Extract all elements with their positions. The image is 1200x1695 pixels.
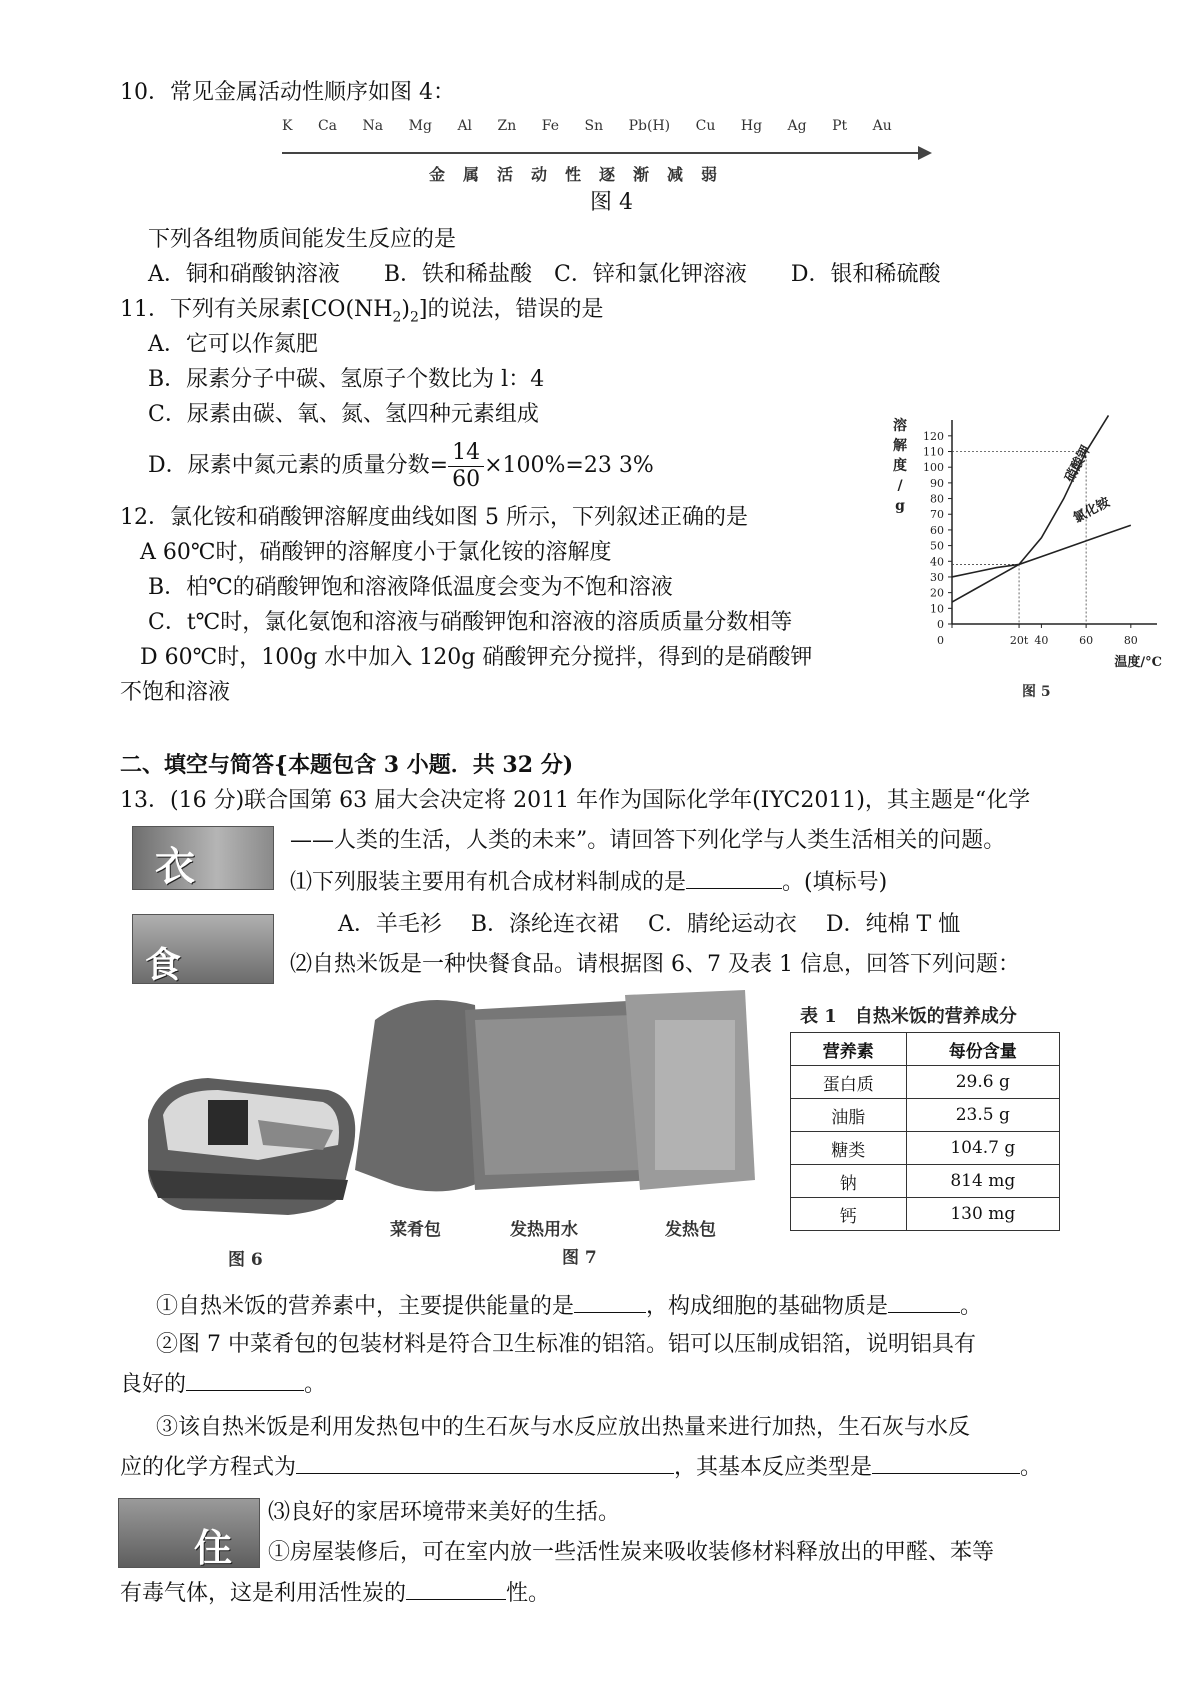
q10-options: A．铜和硝酸钠溶液 B．铁和稀盐酸 C．锌和氯化钾溶液 D．银和稀硫酸 [148,262,941,287]
q12-option-b: B．柏℃的硝酸钾饱和溶液降低温度会变为不饱和溶液 [148,575,673,600]
metal-symbol: Fe [541,118,560,134]
table-cell: 104.7 g [906,1132,1059,1165]
home-icon: 住 [118,1498,260,1568]
arrow-head-icon [918,146,932,160]
x-tick-label: 60 [1079,634,1094,647]
fig6-label: 图 6 [228,1250,263,1270]
q13-part2: ⑵自热米饭是一种快餐食品。请根据图 6、7 及表 1 信息，回答下列问题： [290,952,1020,977]
y-axis-label: 度 [893,458,907,474]
metal-symbol: Al [457,118,473,134]
metal-activity-figure [282,118,932,190]
q13-part1-options: A．羊毛衫 B．涤纶连衣裙 C．腈纶运动衣 D．纯棉 T 恤 [338,912,961,937]
q11-option-d: D．尿素中氮元素的质量分数= $\frac{14}{60}$ ×100%=23 3% [148,439,654,492]
q13-stem-cont: ——人类的生活，人类的未来”。请回答下列化学与人类生活相关的问题。 [290,828,1006,853]
fig4-label: 图 4 [590,190,633,215]
q13-part3-sub1-cont: 有毒气体，这是利用活性炭的 性。 [120,1577,550,1609]
pkg-label-dishes: 菜肴包 [390,1220,441,1240]
q12-option-c: C．t℃时，氯化氨饱和溶液与硝酸钾饱和溶液的溶质质量分数相等 [148,610,793,635]
y-tick-label: 50 [930,539,944,553]
metal-symbol: Pb(H) [628,118,671,134]
x-tick-label: 20t [1009,634,1029,647]
q11-option-b: B．尿素分子中碳、氢原子个数比为 l：4 [148,367,545,392]
q12-option-a: A 60℃时，硝酸钾的溶解度小于氯化铵的溶解度 [140,540,612,565]
series-line-1 [952,525,1131,577]
q13-part1: ⑴下列服装主要用有机合成材料制成的是 。(填标号) [290,866,887,898]
y-tick-label: 40 [930,555,944,569]
y-axis-label: 解 [893,438,907,454]
clothes-icon: 衣 [132,826,274,890]
q12-stem: 12．氯化铵和硝酸钾溶解度曲线如图 5 所示，下列叙述正确的是 [120,505,748,530]
y-tick-label: 30 [930,570,944,584]
nutrition-table [790,1032,1060,1231]
q13-sub3-cont: 应的化学方程式为 ，其基本反应类型是 。 [120,1451,1042,1483]
y-tick-label: 0 [937,618,944,631]
solubility-chart [880,410,1180,755]
table-cell: 814 mg [906,1165,1059,1198]
x-axis-label: 温度/°C [1114,655,1162,670]
y-tick-label: 90 [930,476,944,490]
q11-stem: 11．下列有关尿素$[CO(NH_2)_2]$的说法，错误的是 [120,297,604,326]
fig7-packages-image [355,980,775,1210]
x-tick-label: 0 [937,634,944,647]
table-header-row [791,1033,1060,1066]
table-cell: 油脂 [791,1099,907,1132]
table-row [791,1198,1060,1231]
table-row [791,1165,1060,1198]
table-cell: 130 mg [906,1198,1059,1231]
x-tick-label: 80 [1123,634,1138,647]
pkg-label-heater: 发热包 [665,1220,716,1240]
table-row [791,1066,1060,1099]
section-2-title: 二、填空与简答{本题包含 3 小题．共 32 分) [120,752,574,778]
fraction: $\frac{14}{60}$ [448,440,484,493]
y-tick-label: 20 [930,586,944,600]
answer-blank[interactable] [574,1290,646,1313]
answer-blank[interactable] [686,866,782,889]
q12-option-d: D 60℃时，100g 水中加入 120g 硝酸钾充分搅拌，得到的是硝酸钾 [140,645,813,670]
y-axis-label: 溶 [893,418,907,434]
answer-blank[interactable] [888,1290,960,1313]
metal-symbol: Au [872,118,892,134]
answer-blank[interactable] [406,1577,506,1600]
q10-stem: 10．常见金属活动性顺序如图 4： [120,80,455,105]
table-header-cell: 每份含量 [906,1033,1059,1066]
y-tick-label: 110 [923,445,944,459]
metal-symbol: Ca [317,118,338,134]
y-axis-label: / [897,478,903,494]
fig7-label: 图 7 [562,1248,597,1268]
metal-symbol: Hg [740,118,763,134]
q13-part3-sub1: ①房屋装修后，可在室内放一些活性炭来吸收装修材料释放出的甲醛、苯等 [268,1540,995,1565]
table-cell: 钙 [791,1198,907,1231]
fig5-label: 图 5 [1022,684,1051,700]
fig6-rice-box-image [138,1050,368,1230]
food-icon: 食 [132,914,274,984]
metal-symbol: Na [362,118,384,134]
metal-symbol: Mg [408,118,432,134]
q13-sub1: ①自热米饭的营养素中，主要提供能量的是 ，构成细胞的基础物质是 。 [156,1290,982,1322]
y-tick-label: 70 [930,508,944,522]
y-tick-label: 60 [930,523,944,537]
metal-symbol: Pt [832,118,848,134]
q13-part3: ⑶良好的家居环境带来美好的生括。 [268,1500,621,1525]
x-tick-label: 40 [1034,634,1049,647]
table-row [791,1099,1060,1132]
q13-stem: 13．(16 分)联合国第 63 届大会决定将 2011 年作为国际化学年(IYC2011)，其主题是“化学 [120,788,1031,813]
activity-arrow [282,152,922,154]
q12-option-d-cont: 不饱和溶液 [120,680,231,705]
q13-sub2-cont: 良好的 。 [120,1368,326,1400]
pkg-label-water: 发热用水 [510,1220,578,1240]
table-cell: 29.6 g [906,1066,1059,1099]
answer-blank[interactable] [296,1451,674,1474]
answer-blank[interactable] [872,1451,1020,1474]
series-label: 硝酸钾 [1062,443,1094,485]
q13-sub3: ③该自热米饭是利用发热包中的生石灰与水反应放出热量来进行加热，生石灰与水反 [156,1415,971,1440]
q10-question: 下列各组物质间能发生反应的是 [148,227,457,252]
q11-option-c: C．尿素由碳、氧、氮、氢四种元素组成 [148,402,539,427]
y-axis-label: g [895,498,905,514]
table-header-cell: 营养素 [791,1033,907,1066]
y-tick-label: 10 [930,602,944,616]
table-cell: 23.5 g [906,1099,1059,1132]
y-tick-label: 100 [923,461,944,475]
q13-sub2: ②图 7 中菜肴包的包装材料是符合卫生标准的铝箔。铝可以压制成铝箔，说明铝具有 [156,1332,976,1357]
q11-option-a: A．它可以作氮肥 [148,332,318,357]
answer-blank[interactable] [186,1368,304,1391]
metal-symbol: Ag [787,118,807,134]
metal-list [282,118,892,134]
table-cell: 蛋白质 [791,1066,907,1099]
metal-symbol: Zn [497,118,517,134]
table-cell: 糖类 [791,1132,907,1165]
y-tick-label: 120 [923,429,944,443]
metal-symbol: Cu [695,118,716,134]
metal-symbol: Sn [584,118,604,134]
arrow-caption: 金属活动性逐渐减弱 [428,165,735,184]
table-title: 表 1 自热米饭的营养成分 [800,1006,1017,1027]
y-tick-label: 80 [930,492,944,506]
series-label: 氯化铵 [1070,494,1113,527]
metal-symbol: K [282,118,293,134]
table-row [791,1132,1060,1165]
table-cell: 钠 [791,1165,907,1198]
